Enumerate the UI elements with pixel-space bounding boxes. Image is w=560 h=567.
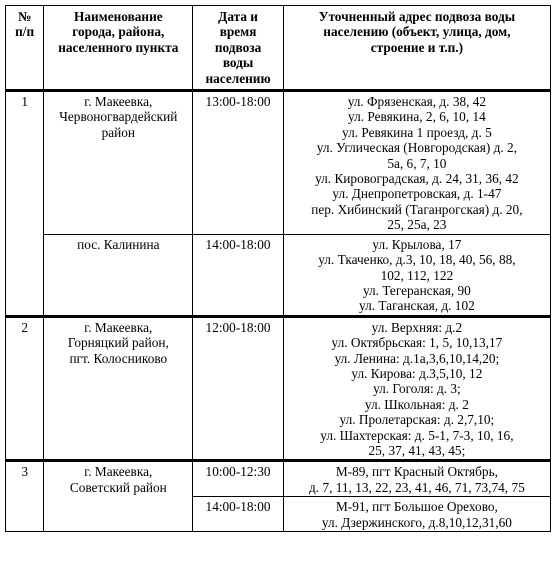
address-list: М-91, пгт Большое Орехово, ул. Дзержинского, д.8,10,12,31,60 (283, 497, 550, 532)
place-name: г. Макеевка, Советский район (44, 461, 193, 532)
delivery-time: 14:00-18:00 (193, 234, 283, 316)
header-num: № п/п (6, 6, 44, 91)
place-name: г. Макеевка, Горняцкий район, пгт. Колосниково (44, 316, 193, 461)
address-list: ул. Крылова, 17 ул. Ткаченко, д.3, 10, 18, 40, 56, 88, 102, 112, 122 ул. Тегеранская, 90 ул. Таганская, д. 102 (283, 234, 550, 316)
delivery-time: 14:00-18:00 (193, 497, 283, 532)
delivery-time: 13:00-18:00 (193, 91, 283, 235)
header-address: Уточненный адрес подвоза воды населению (объект, улица, дом, строение и т.п.) (283, 6, 550, 91)
table-row (6, 234, 551, 316)
row-number: 1 (6, 91, 44, 317)
table-row (6, 316, 551, 461)
header-name: Наименование города, района, населенного пункта (44, 6, 193, 91)
water-delivery-table (5, 5, 551, 532)
place-name: пос. Калинина (44, 234, 193, 316)
table-header-row (6, 6, 551, 91)
table-row (6, 91, 551, 235)
delivery-time: 12:00-18:00 (193, 316, 283, 461)
place-name: г. Макеевка, Червоногвардейский район (44, 91, 193, 235)
address-list: ул. Фрязенская, д. 38, 42 ул. Ревякина, 2, 6, 10, 14 ул. Ревякина 1 проезд, д. 5 ул. Углическая (Новгородская) д. 2, 5а, 6, 7, 10 ул. Кировоградская, д. 24, 31, 36, 42 ул. Днепропетровская, д. 1-47 пер. Хибинский (Таганрогская) д. 20, 25, 25а, 23 (283, 91, 550, 235)
address-list: ул. Верхняя: д.2 ул. Октябрьская: 1, 5, 10,13,17 ул. Ленина: д.1а,3,6,10,14,20; ул. Кирова: д.3,5,10, 12 ул. Гоголя: д. 3; ул. Школьная: д. 2 ул. Пролетарская: д. 2,7,10; ул. Шахтерская: д. 5-1, 7-3, 10, 16, 25, 37, 41, 43, 45; (283, 316, 550, 461)
header-time: Дата и время подвоза воды населению (193, 6, 283, 91)
address-list: М-89, пгт Красный Октябрь, д. 7, 11, 13, 22, 23, 41, 46, 71, 73,74, 75 (283, 461, 550, 497)
table-row (6, 461, 551, 497)
row-number: 2 (6, 316, 44, 461)
delivery-time: 10:00-12:30 (193, 461, 283, 497)
row-number: 3 (6, 461, 44, 532)
